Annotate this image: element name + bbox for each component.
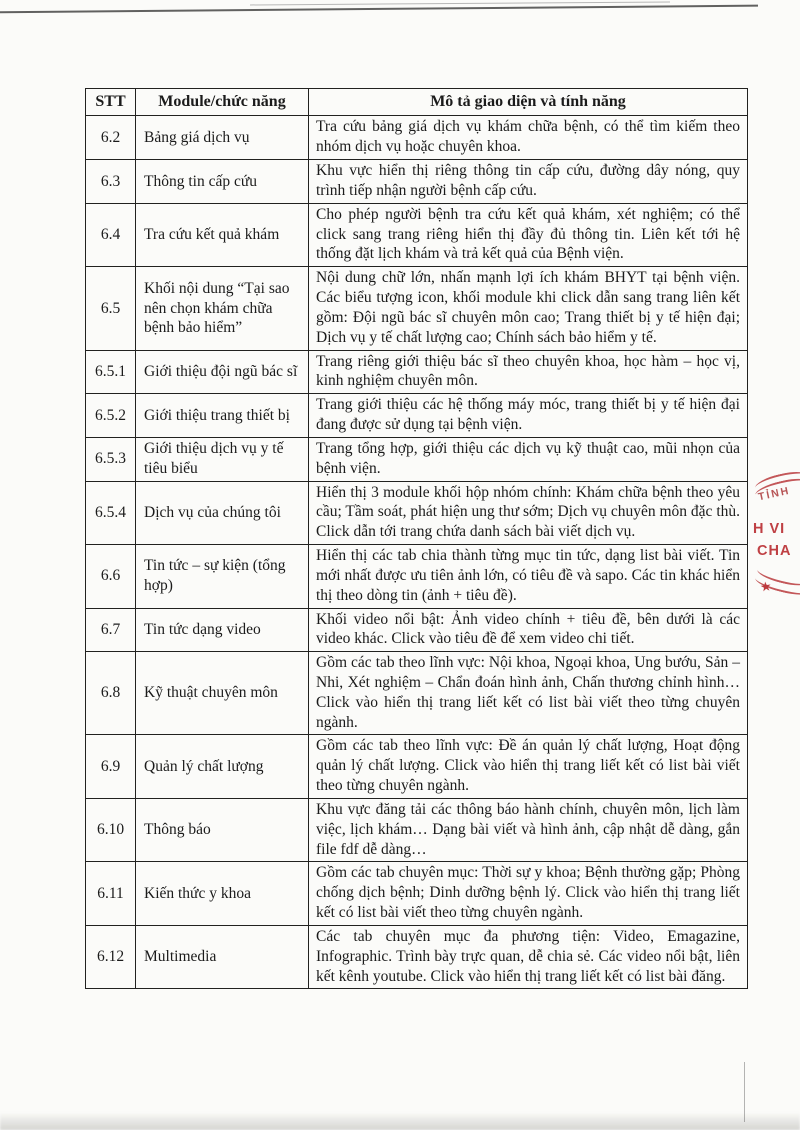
row-number-cell: 6.5 <box>86 267 136 350</box>
row-number-cell: 6.3 <box>86 160 136 204</box>
table-row <box>86 203 748 266</box>
scan-artifact-bottom-shadow <box>0 1112 800 1130</box>
table-row <box>86 545 748 608</box>
table-row <box>86 481 748 544</box>
scan-artifact-vertical-line <box>744 1062 745 1122</box>
row-number-cell: 6.5.4 <box>86 481 136 544</box>
table-row <box>86 116 748 160</box>
row-number-cell: 6.8 <box>86 652 136 735</box>
module-description-cell: Gồm các tab theo lĩnh vực: Nội khoa, Ngoại khoa, Ung bướu, Sản – Nhi, Xét nghiệm – Chẩn đoán hình ảnh, Chấn thương chỉnh hình… Click vào hiển thị trang liết kết có list bài viết theo từng chuyên ngành. <box>309 652 748 735</box>
column-header-module: Module/chức năng <box>136 89 309 116</box>
module-name-cell: Multimedia <box>136 925 309 988</box>
module-description-cell: Khu vực đăng tải các thông báo hành chính, chuyên môn, lịch làm việc, lịch khám… Dạng bài viết và hình ảnh, cập nhật dễ dàng, gắn file fdf dễ dàng… <box>309 798 748 861</box>
table-header-row <box>86 89 748 116</box>
module-description-cell: Các tab chuyên mục đa phương tiện: Video, Emagazine, Infographic. Trình bày trực quan, dễ chia sẻ. Các video nổi bật, liên kết kênh youtube. Click vào hiển thị trang liết kết có list bài đăng. <box>309 925 748 988</box>
table-row <box>86 925 748 988</box>
module-description-cell: Tra cứu bảng giá dịch vụ khám chữa bệnh, có thể tìm kiếm theo nhóm dịch vụ hoặc chuyên khoa. <box>309 116 748 160</box>
module-name-cell: Thông tin cấp cứu <box>136 160 309 204</box>
module-name-cell: Tin tức – sự kiện (tổng hợp) <box>136 545 309 608</box>
table-row <box>86 394 748 438</box>
stamp-text-fragment: H VI <box>753 521 786 537</box>
module-description-cell: Trang tổng hợp, giới thiệu các dịch vụ kỹ thuật cao, mũi nhọn của bệnh viện. <box>309 437 748 481</box>
row-number-cell: 6.12 <box>86 925 136 988</box>
row-number-cell: 6.5.1 <box>86 350 136 394</box>
module-description-cell: Gồm các tab theo lĩnh vực: Đề án quản lý chất lượng, Hoạt động quản lý chất lượng. Click vào hiển thị trang liết kết có list bài viết theo từng chuyên ngành. <box>309 735 748 798</box>
table-row <box>86 437 748 481</box>
table-row <box>86 652 748 735</box>
module-name-cell: Kiến thức y khoa <box>136 862 309 925</box>
module-description-cell: Cho phép người bệnh tra cứu kết quả khám, xét nghiệm; có thể click sang trang riêng hiển thị đầy đủ thông tin. Liên kết tới hệ thống đặt lịch khám và trả kết quả của Bệnh viện. <box>309 203 748 266</box>
table-row <box>86 735 748 798</box>
table-row <box>86 350 748 394</box>
module-name-cell: Tin tức dạng video <box>136 608 309 652</box>
module-name-cell: Giới thiệu trang thiết bị <box>136 394 309 438</box>
scan-artifact-top-line <box>0 5 758 14</box>
stamp-arc-line <box>754 475 800 497</box>
module-name-cell: Khối nội dung “Tại sao nên chọn khám chữa bệnh bảo hiểm” <box>136 267 309 350</box>
module-description-table <box>85 88 748 989</box>
row-number-cell: 6.9 <box>86 735 136 798</box>
module-description-cell: Gồm các tab chuyên mục: Thời sự y khoa; Bệnh thường gặp; Phòng chống dịch bệnh; Dinh dưỡng bệnh lý. Click vào hiển thị trang liết kết có list bài viết theo từng chuyên ngành. <box>309 862 748 925</box>
stamp-text-fragment: CHA <box>757 543 792 559</box>
table-row <box>86 267 748 350</box>
module-name-cell: Giới thiệu đội ngũ bác sĩ <box>136 350 309 394</box>
table-row <box>86 798 748 861</box>
module-description-cell: Trang riêng giới thiệu bác sĩ theo chuyên khoa, học hàm – học vị, kinh nghiệm chuyên môn. <box>309 350 748 394</box>
module-description-cell: Hiển thị các tab chia thành từng mục tin tức, dạng list bài viết. Tin mới nhất được ưu tiên ảnh lớn, có tiêu đề và sapo. Các tin khác hiển thị theo dòng tin (ảnh + tiêu đề). <box>309 545 748 608</box>
module-name-cell: Tra cứu kết quả khám <box>136 203 309 266</box>
stamp-arc-text: TỈNH <box>757 484 792 504</box>
table-row <box>86 160 748 204</box>
module-name-cell: Bảng giá dịch vụ <box>136 116 309 160</box>
official-stamp-partial <box>752 466 800 631</box>
row-number-cell: 6.7 <box>86 608 136 652</box>
scan-artifact-top-line-faint <box>250 2 670 6</box>
row-number-cell: 6.6 <box>86 545 136 608</box>
module-name-cell: Quản lý chất lượng <box>136 735 309 798</box>
module-description-cell: Trang giới thiệu các hệ thống máy móc, trang thiết bị y tế hiện đại đang được sử dụng tại bệnh viện. <box>309 394 748 438</box>
row-number-cell: 6.11 <box>86 862 136 925</box>
module-name-cell: Giới thiệu dịch vụ y tế tiêu biểu <box>136 437 309 481</box>
row-number-cell: 6.4 <box>86 203 136 266</box>
table-row <box>86 608 748 652</box>
module-name-cell: Thông báo <box>136 798 309 861</box>
row-number-cell: 6.5.2 <box>86 394 136 438</box>
module-description-cell: Nội dung chữ lớn, nhấn mạnh lợi ích khám BHYT tại bệnh viện. Các biểu tượng icon, khối module khi click dẫn sang trang liên kết gồm: Đội ngũ bác sĩ chuyên môn cao; Trang thiết bị y tế hiện đại; Dịch vụ y tế chất lượng cao; Chính sách bảo hiểm y tế. <box>309 267 748 350</box>
stamp-arc-line <box>754 576 800 598</box>
module-name-cell: Kỹ thuật chuyên môn <box>136 652 309 735</box>
column-header-stt: STT <box>86 89 136 116</box>
module-description-cell: Hiển thị 3 module khối hộp nhóm chính: Khám chữa bệnh theo yêu cầu; Tầm soát, phát hiện ung thư sớm; Dịch vụ chuyên môn đặc thù. Click dẫn tới trang chứa danh sách bài viết dịch vụ. <box>309 481 748 544</box>
module-description-cell: Khu vực hiển thị riêng thông tin cấp cứu, đường dây nóng, quy trình tiếp nhận người bệnh cấp cứu. <box>309 160 748 204</box>
module-description-cell: Khối video nổi bật: Ảnh video chính + tiêu đề, bên dưới là các video khác. Click vào tiêu đề để xem video chi tiết. <box>309 608 748 652</box>
table-row <box>86 862 748 925</box>
row-number-cell: 6.10 <box>86 798 136 861</box>
stamp-arc-line <box>754 468 800 490</box>
column-header-description: Mô tả giao diện và tính năng <box>309 89 748 116</box>
stamp-arc-line <box>756 568 800 589</box>
stamp-star-icon: ★ <box>758 578 773 595</box>
module-name-cell: Dịch vụ của chúng tôi <box>136 481 309 544</box>
row-number-cell: 6.5.3 <box>86 437 136 481</box>
row-number-cell: 6.2 <box>86 116 136 160</box>
